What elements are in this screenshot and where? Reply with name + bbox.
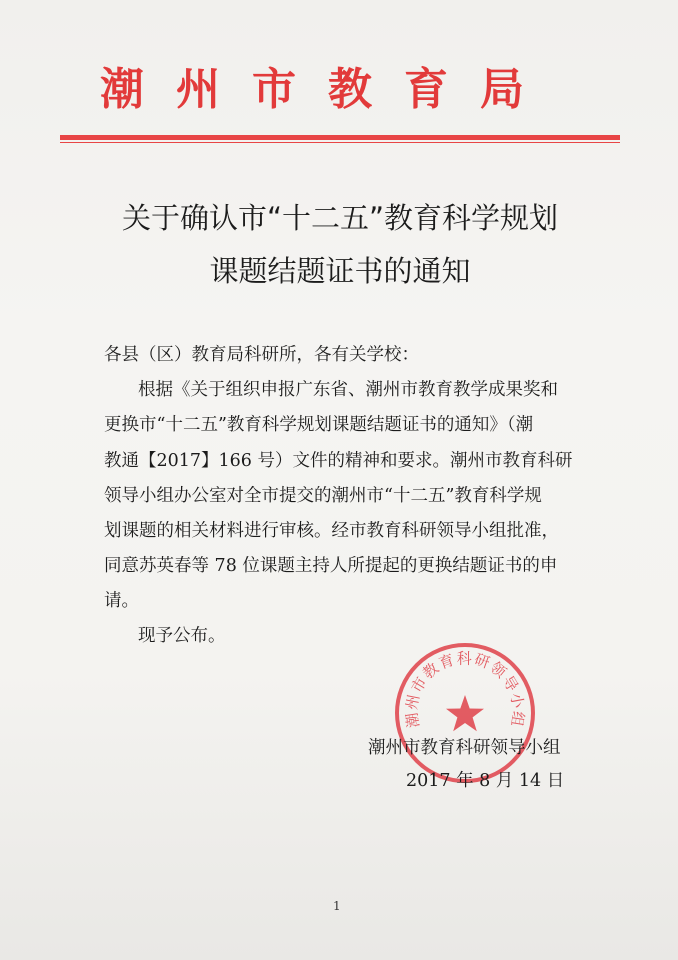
salutation: 各县（区）教育局科研所，各有关学校： (104, 345, 419, 365)
body-line: 根据《关于组织申报广东省、潮州市教育教学成果奖和 (138, 380, 558, 400)
page-number: 1 (333, 899, 341, 913)
issuer-letterhead: 潮州市教育局 (100, 64, 556, 115)
signing-organization: 潮州市教育科研领导小组 (368, 738, 561, 758)
seal-text: 潮州市教育科研领导小组 (402, 649, 528, 730)
body-line: 请。 (104, 591, 139, 611)
body-line: 划课题的相关材料进行审核。经市教育科研领导小组批准， (104, 521, 559, 541)
body-line: 教通【2017】166 号）文件的精神和要求。潮州市教育科研 (104, 451, 573, 471)
body-line: 更换市“十二五”教育科学规划课题结题证书的通知》（潮 (104, 415, 534, 435)
body-line: 同意苏英春等 78 位课题主持人所提起的更换结题证书的申 (104, 556, 558, 576)
notice-title-line-2: 课题结题证书的通知 (209, 254, 471, 288)
body-line: 领导小组办公室对全市提交的潮州市“十二五”教育科学规 (104, 486, 542, 506)
notice-title-line-1: 关于确认市“十二五”教育科学规划 (121, 201, 559, 235)
official-seal-stamp (392, 640, 538, 786)
letterhead-rule-thin (60, 142, 620, 143)
issue-date: 2017 年 8 月 14 日 (406, 771, 565, 791)
closing-line: 现予公布。 (138, 626, 226, 646)
seal-star-icon (446, 695, 484, 731)
letterhead-rule-thick (60, 135, 620, 140)
